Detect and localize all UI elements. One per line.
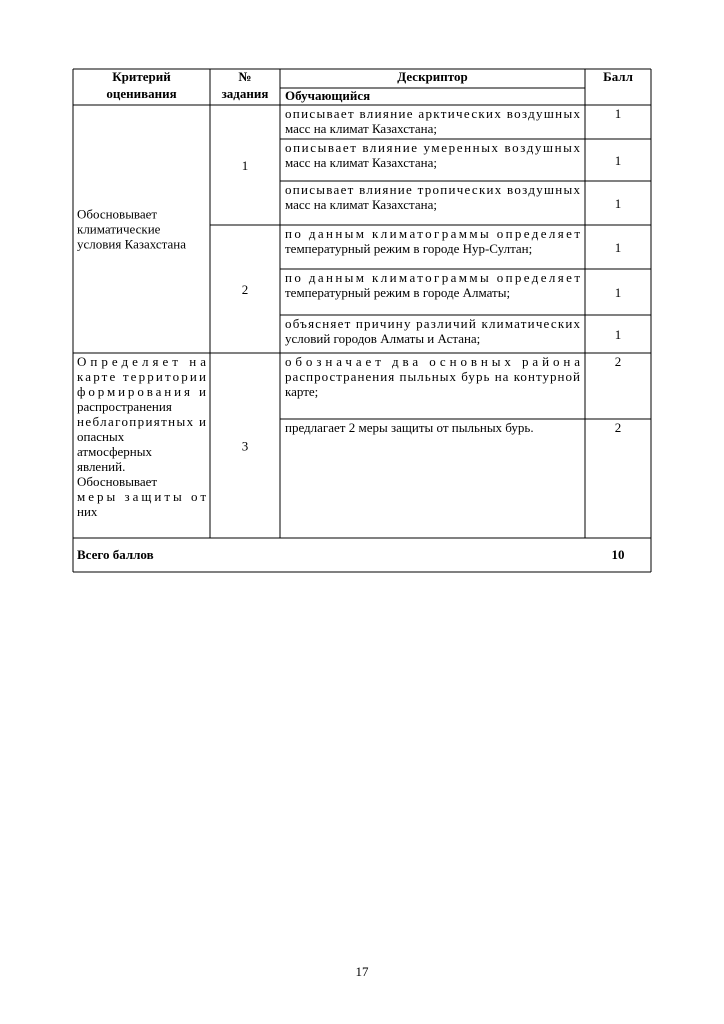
total-value: 10 [611, 547, 625, 562]
criterion-text: атмосферных [77, 444, 152, 459]
criterion-text: меры защиты от [77, 489, 206, 504]
descriptor-text: масс на климат Казахстана; [285, 121, 437, 136]
descriptor-text: температурный режим в городе Алматы; [285, 285, 511, 300]
score-value: 1 [614, 153, 622, 168]
criterion-text: опасных [77, 429, 125, 444]
descriptor-text: описывает влияние тропических воздушных [285, 182, 580, 197]
header-criterion-label: оценивания [106, 86, 177, 101]
task-number: 1 [241, 158, 249, 173]
score-value: 2 [614, 420, 622, 435]
total-label: Всего баллов [77, 547, 154, 562]
descriptor-text: распространения пыльных бурь на контурной [285, 369, 580, 384]
descriptor-text: карте; [285, 384, 319, 399]
header-task-number-label: задания [221, 86, 269, 101]
descriptor-text: описывает влияние арктических воздушных [285, 106, 580, 121]
criterion-text: карте территории [77, 369, 206, 384]
descriptor-text: предлагает 2 меры защиты от пыльных бурь. [285, 420, 534, 435]
descriptor-text: по данным климатограммы определяет [285, 226, 580, 241]
score-value: 2 [614, 354, 622, 369]
criterion-text: условия Казахстана [77, 236, 186, 252]
criterion-text: них [77, 504, 98, 519]
score-value: 1 [614, 285, 622, 300]
criterion-text: формирования и [77, 384, 206, 399]
table-text [77, 69, 633, 562]
header-task-number-label: № [238, 69, 252, 84]
descriptor-text: условий городов Алматы и Астана; [285, 331, 481, 346]
descriptor-text: температурный режим в городе Нур-Султан; [285, 241, 533, 256]
descriptor-text: масс на климат Казахстана; [285, 197, 437, 212]
score-value: 1 [614, 327, 622, 342]
task-number: 2 [241, 282, 249, 297]
criterion-text: Обосновывает [77, 206, 158, 222]
criterion-text: распространения [77, 399, 172, 414]
criterion-text: Определяет на [77, 354, 206, 369]
page-number: 17 [355, 964, 369, 979]
task-number: 3 [241, 438, 249, 454]
descriptor-text: описывает влияние умеренных воздушных [285, 140, 580, 155]
descriptor-text: обозначает два основных района [285, 354, 580, 369]
header-score-label: Балл [603, 69, 633, 84]
header-learner-label: Обучающийся [285, 88, 371, 103]
criterion-text: Обосновывает [77, 474, 158, 489]
descriptor-text: объясняет причину различий климатических [285, 316, 580, 331]
criterion-text: неблагоприятных и [77, 414, 206, 429]
header-descriptor-label: Дескриптор [397, 69, 468, 84]
score-value: 1 [614, 106, 622, 121]
criterion-text: климатические [77, 221, 161, 237]
descriptor-text: масс на климат Казахстана; [285, 155, 437, 170]
score-value: 1 [614, 196, 622, 211]
score-value: 1 [614, 240, 622, 255]
descriptor-text: по данным климатограммы определяет [285, 270, 580, 285]
header-criterion-label: Критерий [112, 69, 171, 84]
criterion-text: явлений. [77, 459, 126, 474]
